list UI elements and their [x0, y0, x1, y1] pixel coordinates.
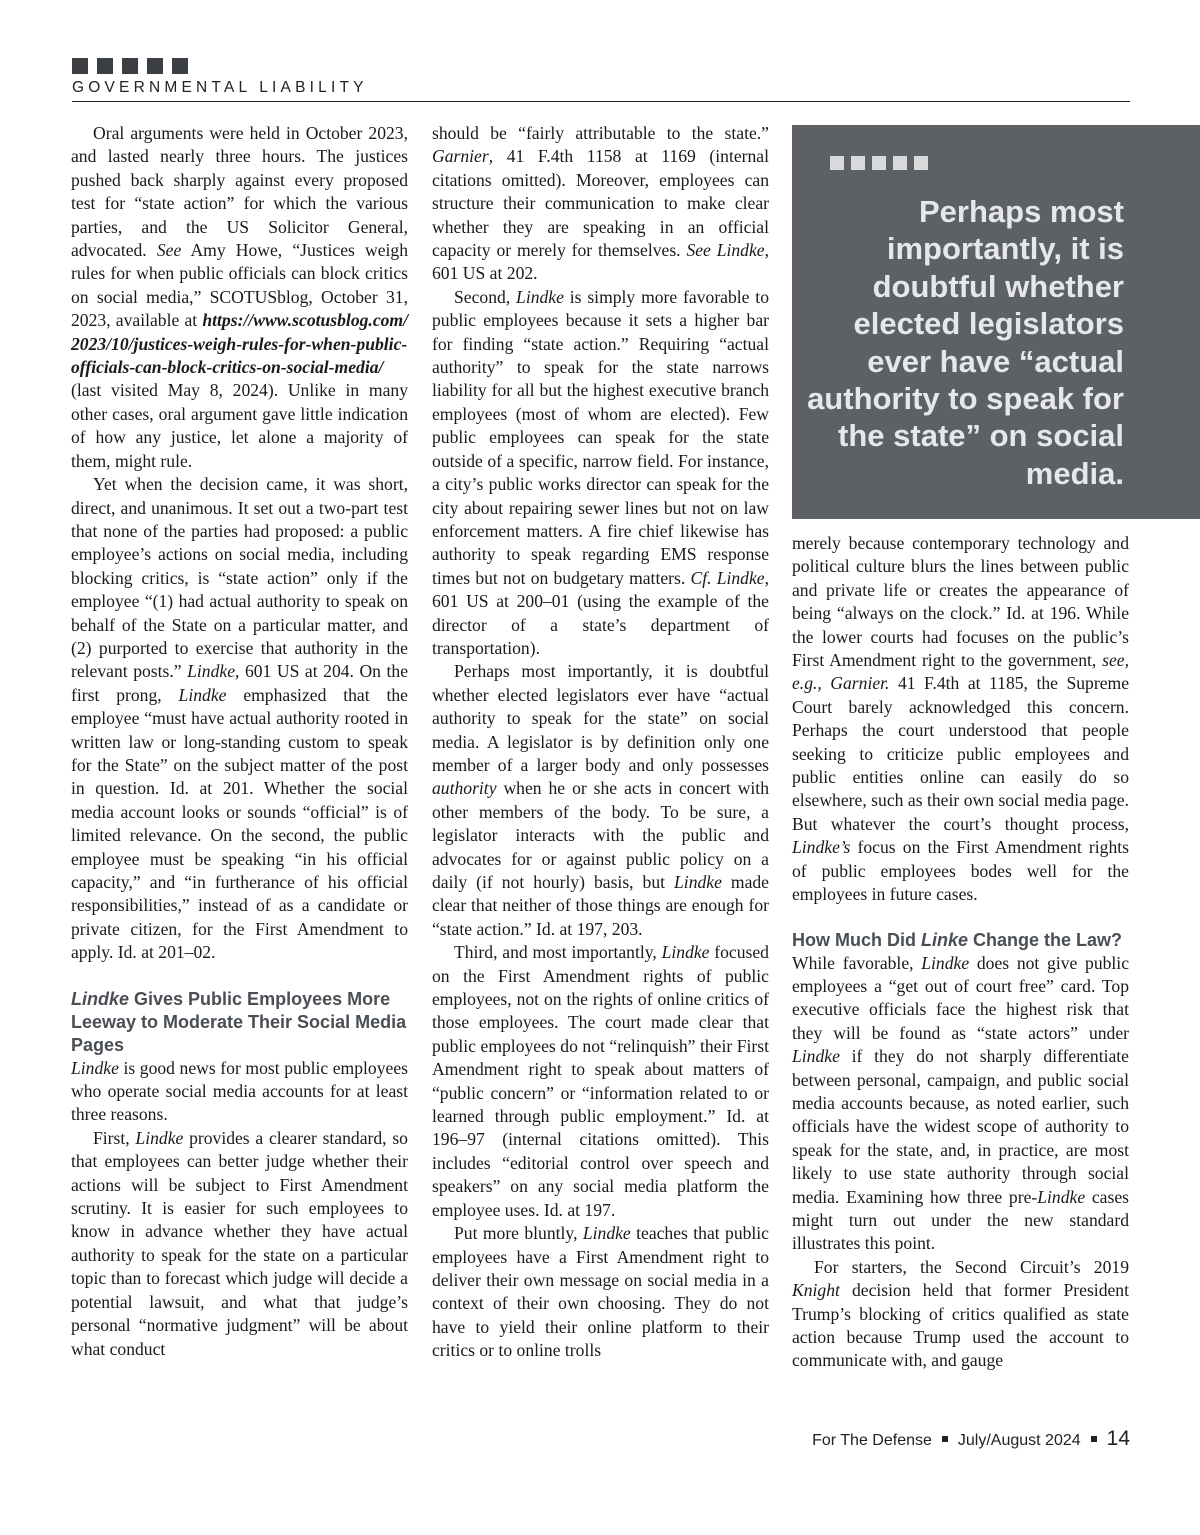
publication-name: For The Defense [812, 1432, 932, 1449]
paragraph: Put more bluntly, Lindke teaches that public employees have a First Amendment right to deliver their own message on social media in a context of their own choosing. They do not have to yield their online platform to their critics or to online trolls [432, 1223, 769, 1361]
paragraph: For starters, the Second Circuit’s 2019 Knight decision held that former President Trump’s blocking of critics qualified as state action because Trump used the account to communicate with, and gauge [792, 1256, 1129, 1371]
issue-date: July/August 2024 [957, 1432, 1081, 1449]
paragraph: First, Lindke provides a clearer standard, so that employees can better judge whether their actions will be subject to First Amendment scrutiny. It is easier for such employees to know in advance whether they have actual authority to speak for the state on a particular topic than to forecast which judge will decide a potential lawsuit, and what that judge’s personal “normative judgment” will be about what conduct [71, 1127, 408, 1359]
pull-quote-box [792, 125, 1200, 519]
scotusblog-link[interactable]: https://www.scotusblog.com/2023/10/justices-weigh-rules-for-when-public-officials-can-block-critics-on-social-media/ [71, 310, 408, 378]
pull-quote-text: Perhaps most importantly, it is doubtful whether elected legislators ever have “actual authority to speak for the state” on social media. [807, 194, 1124, 491]
section-heading: How Much Did Linke Change the Law? [792, 929, 1123, 950]
pull-quote-square [914, 156, 928, 170]
pull-quote-square [893, 156, 907, 170]
header-rule [72, 101, 1130, 102]
header-square [122, 58, 138, 74]
paragraph: merely because contemporary technology and political culture blurs the lines between public and private life or creates the appearance of being “always on the clock.” Id. at 196. While the lower courts had focuses on the public’s First Amendment right to the government, see, e.g., Garnier. 41 F.4th at 1185, the Supreme Court barely acknowledged this concern. Perhaps the court understood that people seeking to criticize public employees and public entities online can easily do so elsewhere, such as their own social media page. But whatever the court’s thought process, Lindke’s focus on the First Amendment rights of public employees bodes well for the employees in future cases. [792, 533, 1130, 905]
paragraph: While favorable, Lindke does not give public employees a “get out of court free” card. Top executive officials face the highest risk that they will be found as “state actors” under Lindke if they do not sharply differentiate between personal, campaign, and public social media accounts because, as noted earlier, such officials have the widest scope of authority to speak for the state, and, in practice, are most likely to use state authority through social media. Examining how three pre-Lindke cases might turn out under the new standard illustrates this point. [792, 952, 1130, 1254]
paragraph: Yet when the decision came, it was short, direct, and unanimous. It set out a two-part test that none of the parties had proposed: a public employee’s actions on social media, including blocking critics, is “state action” only if the employee “(1) had actual authority to speak on behalf of the State on a particular matter, and (2) purported to exercise that authority in the relevant posts.” Lindke, 601 US at 204. On the first prong, Lindke emphasized that the employee “must have actual authority rooted in written law or long-standing custom to speak for the State” on the subject matter of the post in question. Id. at 201. Whether the social media account looks or sounds “official” is of limited relevance. On the second, the public employee must be speaking “in his official capacity,” and “in furtherance of his official responsibilities,” instead of as a candidate or private citizen, for the First Amendment to apply. Id. at 201–02. [71, 474, 409, 963]
column-1 [71, 122, 408, 1361]
header-square [147, 58, 163, 74]
page-number: 14 [1106, 1427, 1130, 1450]
paragraph: should be “fairly attributable to the state.” Garnier, 41 F.4th 1158 at 1169 (internal citations omitted). Moreover, employees can structure their communication to make clear whether they are speaking in an official capacity or merely for themselves. See Lindke, 601 US at 202. [432, 123, 769, 284]
paragraph: Lindke is good news for most public employees who operate social media accounts for at least three reasons. [71, 1057, 408, 1125]
section-label: GOVERNMENTAL LIABILITY [72, 79, 368, 96]
header-square [172, 58, 188, 74]
page-footer [812, 1427, 1130, 1451]
paragraph: Perhaps most importantly, it is doubtful whether elected legislators ever have “actual authority to speak for the state” on social media. A legislator is by definition only one member of a larger body and only possesses authority when he or she acts in concert with other members of the body. To be sure, a legislator interacts with the public and advocates for or against public policy on a daily (if not hourly) basis, but Lindke made clear that neither of those things are enough for “state action.” Id. at 197, 203. [432, 661, 769, 939]
pull-quote-square [872, 156, 886, 170]
paragraph: Second, Lindke is simply more favorable to public employees because it sets a higher bar for finding “state action.” Requiring “actual authority” to speak for the state narrows liability for all but the highest executive branch employees (most of whom are elected). Few public employees can speak for the state outside of a specific, narrow field. For instance, a city’s public works director can speak for the city about repairing sewer lines but not on law enforcement matters. A fire chief likewise has authority to speak regarding EMS response times but not on budgetary matters. Cf. Lindke, 601 US at 200–01 (using the example of the director of a state’s department of transportation). [432, 286, 769, 658]
header-square [72, 58, 88, 74]
pull-quote-squares [830, 156, 928, 170]
header-square [97, 58, 113, 74]
header-squares [72, 58, 188, 74]
section-heading: Lindke Gives Public Employees More Leeway to Moderate Their Social Media Pages [71, 988, 407, 1055]
footer-bullet [1091, 1436, 1097, 1442]
footer-bullet [942, 1436, 948, 1442]
paragraph: Oral arguments were held in October 2023, and lasted nearly three hours. The justices pushed back sharply against every proposed test for “state action” for which the various parties, and the US Solicitor General, advocated. See Amy Howe, “Justices weigh rules for when public officials can block critics on social media,” SCOTUSblog, October 31, 2023, available at https://www.scotusblog.com/2023/10/justices-weigh-rules-for-when-public-officials-can-block-critics-on-social-media/ (last visited May 8, 2024). Unlike in many other cases, oral argument gave little indication of how any justice, let alone a majority of them, might rule. [71, 123, 409, 471]
pull-quote-square [851, 156, 865, 170]
column-2 [432, 122, 769, 1363]
pull-quote-square [830, 156, 844, 170]
paragraph: Third, and most importantly, Lindke focused on the First Amendment rights of public employees, not on the rights of online critics of those employees. The court made clear that public employees do not “relinquish” their First Amendment right to speak about matters of “public concern” or “information related to or learned through public employment.” Id. at 196–97 (internal citations omitted). This includes “editorial control over speech and speakers” on any social media platform the employee uses. Id. at 197. [432, 942, 769, 1220]
column-3 [792, 532, 1129, 1373]
